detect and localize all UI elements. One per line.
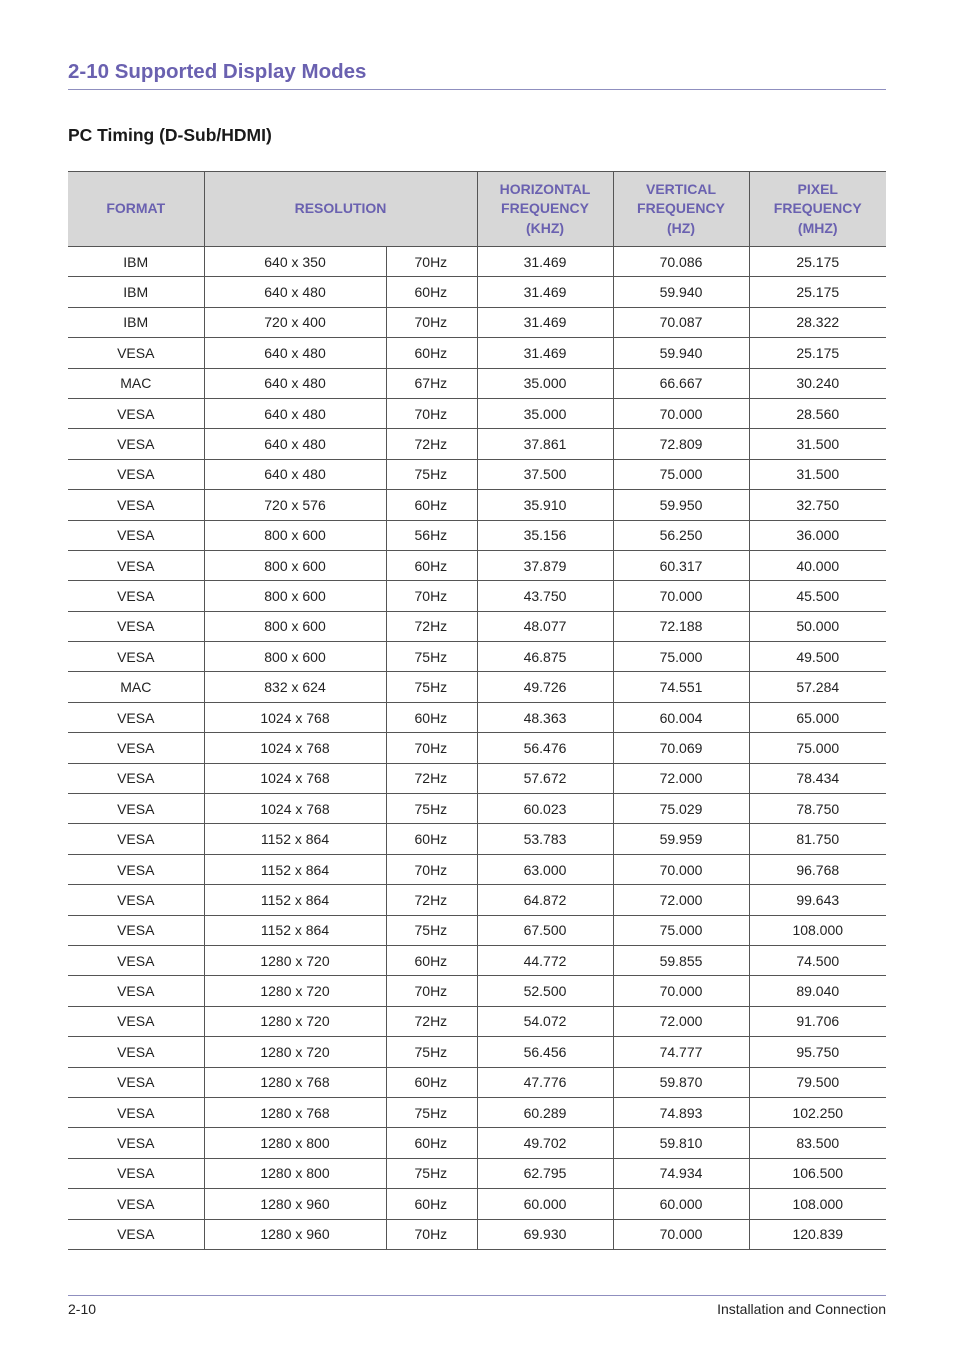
table-row (68, 459, 886, 489)
subsection-title: PC Timing (D-Sub/HDMI) (68, 125, 272, 145)
table-row (68, 642, 886, 672)
cell-vertical-frequency: 70.087 (613, 307, 749, 337)
cell-refresh-rate: 60Hz (386, 1067, 477, 1097)
cell-refresh-rate: 60Hz (386, 824, 477, 854)
cell-format: VESA (68, 338, 204, 368)
table-row (68, 1037, 886, 1067)
cell-horizontal-frequency: 49.726 (477, 672, 613, 702)
cell-resolution: 1152 x 864 (204, 915, 386, 945)
table-row (68, 702, 886, 732)
cell-resolution: 1280 x 800 (204, 1158, 386, 1188)
cell-resolution: 800 x 600 (204, 581, 386, 611)
cell-refresh-rate: 70Hz (386, 307, 477, 337)
cell-refresh-rate: 60Hz (386, 945, 477, 975)
cell-vertical-frequency: 59.940 (613, 277, 749, 307)
cell-vertical-frequency: 72.000 (613, 885, 749, 915)
table-row (68, 550, 886, 580)
cell-pixel-frequency: 108.000 (749, 1189, 886, 1219)
cell-pixel-frequency: 120.839 (749, 1219, 886, 1249)
cell-vertical-frequency: 70.000 (613, 1219, 749, 1249)
table-row (68, 1158, 886, 1188)
cell-format: VESA (68, 520, 204, 550)
cell-vertical-frequency: 60.000 (613, 1189, 749, 1219)
cell-vertical-frequency: 59.940 (613, 338, 749, 368)
cell-refresh-rate: 72Hz (386, 1006, 477, 1036)
cell-vertical-frequency: 59.950 (613, 490, 749, 520)
cell-vertical-frequency: 75.000 (613, 459, 749, 489)
cell-format: VESA (68, 490, 204, 520)
cell-horizontal-frequency: 43.750 (477, 581, 613, 611)
cell-resolution: 1024 x 768 (204, 794, 386, 824)
cell-format: VESA (68, 581, 204, 611)
cell-resolution: 1280 x 800 (204, 1128, 386, 1158)
cell-vertical-frequency: 74.893 (613, 1097, 749, 1127)
table-row (68, 520, 886, 550)
cell-pixel-frequency: 106.500 (749, 1158, 886, 1188)
cell-horizontal-frequency: 56.456 (477, 1037, 613, 1067)
cell-vertical-frequency: 70.086 (613, 247, 749, 277)
cell-pixel-frequency: 99.643 (749, 885, 886, 915)
cell-pixel-frequency: 25.175 (749, 247, 886, 277)
cell-refresh-rate: 72Hz (386, 429, 477, 459)
cell-format: VESA (68, 794, 204, 824)
cell-resolution: 1280 x 720 (204, 1037, 386, 1067)
cell-resolution: 800 x 600 (204, 611, 386, 641)
cell-refresh-rate: 60Hz (386, 1128, 477, 1158)
cell-refresh-rate: 70Hz (386, 733, 477, 763)
cell-pixel-frequency: 36.000 (749, 520, 886, 550)
cell-refresh-rate: 60Hz (386, 277, 477, 307)
cell-refresh-rate: 75Hz (386, 459, 477, 489)
cell-horizontal-frequency: 60.023 (477, 794, 613, 824)
cell-resolution: 640 x 350 (204, 247, 386, 277)
cell-refresh-rate: 60Hz (386, 338, 477, 368)
cell-resolution: 640 x 480 (204, 368, 386, 398)
table-row (68, 733, 886, 763)
table-row (68, 885, 886, 915)
cell-format: IBM (68, 277, 204, 307)
cell-pixel-frequency: 83.500 (749, 1128, 886, 1158)
column-header-pixel-frequency: PIXEL FREQUENCY (MHZ) (749, 172, 886, 247)
cell-vertical-frequency: 72.809 (613, 429, 749, 459)
cell-pixel-frequency: 45.500 (749, 581, 886, 611)
cell-vertical-frequency: 56.250 (613, 520, 749, 550)
cell-pixel-frequency: 75.000 (749, 733, 886, 763)
cell-horizontal-frequency: 37.861 (477, 429, 613, 459)
cell-horizontal-frequency: 57.672 (477, 763, 613, 793)
cell-format: VESA (68, 1097, 204, 1127)
cell-resolution: 640 x 480 (204, 277, 386, 307)
column-header-vertical-frequency: VERTICAL FREQUENCY (HZ) (613, 172, 749, 247)
cell-pixel-frequency: 78.434 (749, 763, 886, 793)
cell-vertical-frequency: 74.777 (613, 1037, 749, 1067)
table-row (68, 368, 886, 398)
display-modes-table (68, 171, 886, 1250)
cell-resolution: 1280 x 720 (204, 945, 386, 975)
table-row (68, 1067, 886, 1097)
cell-horizontal-frequency: 31.469 (477, 307, 613, 337)
cell-refresh-rate: 72Hz (386, 885, 477, 915)
cell-vertical-frequency: 66.667 (613, 368, 749, 398)
cell-refresh-rate: 75Hz (386, 1037, 477, 1067)
cell-format: VESA (68, 702, 204, 732)
cell-refresh-rate: 72Hz (386, 763, 477, 793)
table-row (68, 307, 886, 337)
cell-vertical-frequency: 60.004 (613, 702, 749, 732)
table-row (68, 1006, 886, 1036)
cell-refresh-rate: 72Hz (386, 611, 477, 641)
cell-resolution: 640 x 480 (204, 338, 386, 368)
cell-horizontal-frequency: 60.289 (477, 1097, 613, 1127)
table-body (68, 247, 886, 1250)
cell-vertical-frequency: 72.000 (613, 763, 749, 793)
cell-horizontal-frequency: 35.156 (477, 520, 613, 550)
cell-format: VESA (68, 763, 204, 793)
cell-format: VESA (68, 976, 204, 1006)
cell-vertical-frequency: 59.810 (613, 1128, 749, 1158)
cell-vertical-frequency: 70.000 (613, 581, 749, 611)
cell-horizontal-frequency: 62.795 (477, 1158, 613, 1188)
cell-vertical-frequency: 70.000 (613, 398, 749, 428)
cell-horizontal-frequency: 64.872 (477, 885, 613, 915)
chapter-title: Installation and Connection (717, 1301, 886, 1317)
cell-horizontal-frequency: 37.500 (477, 459, 613, 489)
cell-refresh-rate: 70Hz (386, 976, 477, 1006)
cell-horizontal-frequency: 69.930 (477, 1219, 613, 1249)
cell-refresh-rate: 70Hz (386, 398, 477, 428)
table-row (68, 915, 886, 945)
title-divider (68, 89, 886, 90)
table-row (68, 794, 886, 824)
cell-resolution: 1280 x 960 (204, 1189, 386, 1219)
cell-pixel-frequency: 79.500 (749, 1067, 886, 1097)
cell-horizontal-frequency: 31.469 (477, 338, 613, 368)
cell-refresh-rate: 70Hz (386, 1219, 477, 1249)
cell-horizontal-frequency: 31.469 (477, 247, 613, 277)
cell-pixel-frequency: 78.750 (749, 794, 886, 824)
cell-format: VESA (68, 398, 204, 428)
cell-vertical-frequency: 75.000 (613, 915, 749, 945)
cell-pixel-frequency: 108.000 (749, 915, 886, 945)
cell-pixel-frequency: 28.560 (749, 398, 886, 428)
cell-format: VESA (68, 854, 204, 884)
table-row (68, 824, 886, 854)
cell-resolution: 1024 x 768 (204, 702, 386, 732)
cell-vertical-frequency: 59.959 (613, 824, 749, 854)
cell-refresh-rate: 67Hz (386, 368, 477, 398)
cell-horizontal-frequency: 53.783 (477, 824, 613, 854)
cell-refresh-rate: 75Hz (386, 1158, 477, 1188)
cell-vertical-frequency: 59.870 (613, 1067, 749, 1097)
cell-resolution: 720 x 576 (204, 490, 386, 520)
cell-format: VESA (68, 1128, 204, 1158)
cell-pixel-frequency: 89.040 (749, 976, 886, 1006)
table-row (68, 763, 886, 793)
cell-pixel-frequency: 25.175 (749, 277, 886, 307)
cell-resolution: 800 x 600 (204, 642, 386, 672)
cell-vertical-frequency: 72.000 (613, 1006, 749, 1036)
table-row (68, 429, 886, 459)
cell-format: VESA (68, 1219, 204, 1249)
cell-pixel-frequency: 32.750 (749, 490, 886, 520)
table-row (68, 1189, 886, 1219)
cell-pixel-frequency: 28.322 (749, 307, 886, 337)
cell-refresh-rate: 60Hz (386, 702, 477, 732)
table-row (68, 1128, 886, 1158)
cell-refresh-rate: 60Hz (386, 1189, 477, 1219)
cell-resolution: 1024 x 768 (204, 763, 386, 793)
cell-vertical-frequency: 75.029 (613, 794, 749, 824)
cell-resolution: 1152 x 864 (204, 885, 386, 915)
cell-horizontal-frequency: 56.476 (477, 733, 613, 763)
cell-pixel-frequency: 50.000 (749, 611, 886, 641)
cell-pixel-frequency: 49.500 (749, 642, 886, 672)
cell-horizontal-frequency: 67.500 (477, 915, 613, 945)
cell-pixel-frequency: 40.000 (749, 550, 886, 580)
cell-resolution: 1280 x 768 (204, 1067, 386, 1097)
cell-horizontal-frequency: 46.875 (477, 642, 613, 672)
cell-horizontal-frequency: 35.910 (477, 490, 613, 520)
cell-format: VESA (68, 824, 204, 854)
table-row (68, 490, 886, 520)
cell-refresh-rate: 60Hz (386, 490, 477, 520)
cell-horizontal-frequency: 60.000 (477, 1189, 613, 1219)
cell-refresh-rate: 70Hz (386, 581, 477, 611)
cell-vertical-frequency: 70.000 (613, 854, 749, 884)
cell-horizontal-frequency: 63.000 (477, 854, 613, 884)
cell-pixel-frequency: 102.250 (749, 1097, 886, 1127)
cell-pixel-frequency: 65.000 (749, 702, 886, 732)
table-row (68, 945, 886, 975)
cell-format: VESA (68, 1067, 204, 1097)
cell-vertical-frequency: 75.000 (613, 642, 749, 672)
cell-pixel-frequency: 25.175 (749, 338, 886, 368)
cell-format: VESA (68, 1189, 204, 1219)
table-row (68, 854, 886, 884)
table-row (68, 247, 886, 277)
cell-pixel-frequency: 81.750 (749, 824, 886, 854)
cell-format: VESA (68, 885, 204, 915)
cell-refresh-rate: 75Hz (386, 915, 477, 945)
cell-refresh-rate: 56Hz (386, 520, 477, 550)
table-row (68, 1097, 886, 1127)
cell-horizontal-frequency: 44.772 (477, 945, 613, 975)
cell-resolution: 1024 x 768 (204, 733, 386, 763)
column-header-resolution: RESOLUTION (204, 172, 477, 247)
cell-horizontal-frequency: 35.000 (477, 368, 613, 398)
cell-vertical-frequency: 74.934 (613, 1158, 749, 1188)
cell-resolution: 832 x 624 (204, 672, 386, 702)
cell-format: IBM (68, 247, 204, 277)
cell-horizontal-frequency: 35.000 (477, 398, 613, 428)
cell-pixel-frequency: 95.750 (749, 1037, 886, 1067)
cell-resolution: 640 x 480 (204, 429, 386, 459)
cell-horizontal-frequency: 37.879 (477, 550, 613, 580)
cell-resolution: 720 x 400 (204, 307, 386, 337)
cell-refresh-rate: 75Hz (386, 672, 477, 702)
cell-vertical-frequency: 59.855 (613, 945, 749, 975)
table-row (68, 338, 886, 368)
cell-refresh-rate: 60Hz (386, 550, 477, 580)
page-number: 2-10 (68, 1301, 97, 1317)
cell-resolution: 1280 x 720 (204, 976, 386, 1006)
cell-format: VESA (68, 945, 204, 975)
cell-resolution: 640 x 480 (204, 459, 386, 489)
cell-refresh-rate: 75Hz (386, 1097, 477, 1127)
cell-format: VESA (68, 1006, 204, 1036)
cell-resolution: 1152 x 864 (204, 854, 386, 884)
cell-refresh-rate: 70Hz (386, 247, 477, 277)
cell-pixel-frequency: 30.240 (749, 368, 886, 398)
cell-vertical-frequency: 70.069 (613, 733, 749, 763)
table-row (68, 581, 886, 611)
cell-resolution: 800 x 600 (204, 550, 386, 580)
cell-horizontal-frequency: 52.500 (477, 976, 613, 1006)
cell-pixel-frequency: 31.500 (749, 459, 886, 489)
cell-format: VESA (68, 429, 204, 459)
table-row (68, 398, 886, 428)
footer-divider (68, 1295, 886, 1296)
table-header-row (68, 172, 886, 247)
cell-format: VESA (68, 1158, 204, 1188)
cell-resolution: 800 x 600 (204, 520, 386, 550)
cell-horizontal-frequency: 31.469 (477, 277, 613, 307)
cell-refresh-rate: 75Hz (386, 794, 477, 824)
cell-pixel-frequency: 57.284 (749, 672, 886, 702)
table-row (68, 277, 886, 307)
cell-pixel-frequency: 74.500 (749, 945, 886, 975)
cell-resolution: 640 x 480 (204, 398, 386, 428)
cell-format: VESA (68, 915, 204, 945)
cell-format: VESA (68, 1037, 204, 1067)
cell-pixel-frequency: 91.706 (749, 1006, 886, 1036)
cell-format: MAC (68, 672, 204, 702)
cell-refresh-rate: 70Hz (386, 854, 477, 884)
table-row (68, 1219, 886, 1249)
cell-format: VESA (68, 459, 204, 489)
cell-format: VESA (68, 642, 204, 672)
cell-horizontal-frequency: 48.363 (477, 702, 613, 732)
cell-horizontal-frequency: 49.702 (477, 1128, 613, 1158)
cell-resolution: 1280 x 768 (204, 1097, 386, 1127)
column-header-format: FORMAT (68, 172, 204, 247)
cell-vertical-frequency: 72.188 (613, 611, 749, 641)
cell-pixel-frequency: 31.500 (749, 429, 886, 459)
cell-resolution: 1152 x 864 (204, 824, 386, 854)
cell-vertical-frequency: 70.000 (613, 976, 749, 1006)
cell-horizontal-frequency: 48.077 (477, 611, 613, 641)
table-row (68, 976, 886, 1006)
column-header-horizontal-frequency: HORIZONTAL FREQUENCY (KHZ) (477, 172, 613, 247)
table-row (68, 611, 886, 641)
cell-format: MAC (68, 368, 204, 398)
section-title: 2-10 Supported Display Modes (68, 60, 367, 83)
cell-refresh-rate: 75Hz (386, 642, 477, 672)
cell-resolution: 1280 x 960 (204, 1219, 386, 1249)
cell-vertical-frequency: 60.317 (613, 550, 749, 580)
cell-horizontal-frequency: 54.072 (477, 1006, 613, 1036)
cell-format: VESA (68, 733, 204, 763)
table-row (68, 672, 886, 702)
cell-pixel-frequency: 96.768 (749, 854, 886, 884)
cell-resolution: 1280 x 720 (204, 1006, 386, 1036)
cell-format: VESA (68, 550, 204, 580)
cell-format: IBM (68, 307, 204, 337)
cell-vertical-frequency: 74.551 (613, 672, 749, 702)
cell-format: VESA (68, 611, 204, 641)
cell-horizontal-frequency: 47.776 (477, 1067, 613, 1097)
